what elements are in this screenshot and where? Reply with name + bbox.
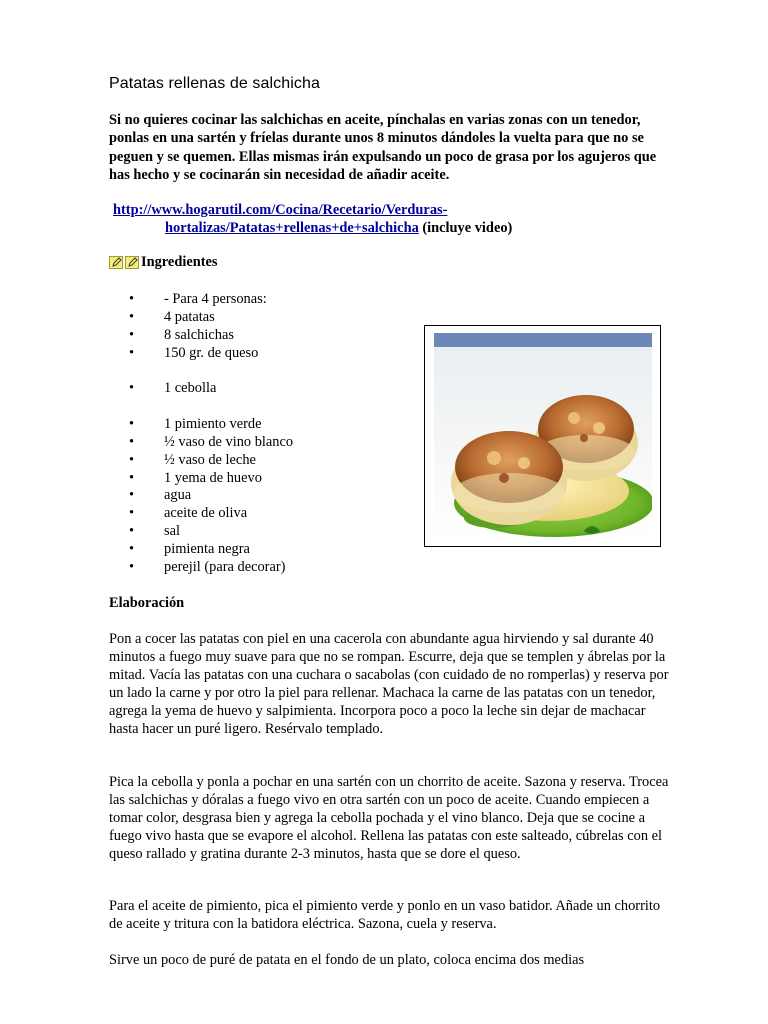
preparation-paragraph: Pica la cebolla y ponla a pochar en una sartén con un chorrito de aceite. Sazona y reserva. Trocea las salchichas y dóralas a fuego vivo en otra sartén con un poco de aceite. Cuando empiecen a tomar color, desgrasa bien y agrega la cebolla pochada y el vino blanco. Deja que se cocine a fuego vivo hasta que se evapore el alcohol. Rellena las patatas con este salteado, cúbrelas con el queso rallado y gratina durante 2-3 minutos, hasta que se dore el queso.	[109, 774, 669, 862]
recipe-photo	[424, 325, 661, 547]
link-suffix: (incluye video)	[418, 220, 513, 237]
intro-paragraph: Si no quieres cocinar las salchichas en aceite, pínchalas en varias zonas con un tenedor, ponlas en una sartén y fríelas durante unos 8 minutos dándoles la vuelta para que no se peguen y se quemen. Ellas mismas irán expulsando un poco de grasa por los agujeros que has hecho y se cocinarán sin necesidad de añadir aceite.	[109, 112, 657, 184]
source-link-block	[113, 201, 673, 238]
preparation-paragraph: Sirve un poco de puré de patata en el fondo de un plato, coloca encima dos medias	[109, 952, 585, 968]
source-link-line2[interactable]: hortalizas/Patatas+rellenas+de+salchicha	[165, 220, 419, 237]
preparation-heading: Elaboración	[109, 595, 185, 611]
ingredients-heading-row	[109, 254, 218, 271]
source-link-line1[interactable]: http://www.hogarutil.com/Cocina/Recetario/Verduras-	[113, 202, 448, 218]
recipe-title: Patatas rellenas de salchicha	[109, 75, 321, 92]
pencil-bullet-icon	[125, 256, 139, 269]
document-page: Patatas rellenas de salchicha Si no quieres cocinar las salchichas en aceite, pínchalas en varias zonas con un tenedor, ponlas en una sartén y fríelas durante unos 8 minutos dándoles la vuelta para que no se peguen y se quemen. Ellas mismas irán expulsando un poco de grasa por los agujeros que has hecho y se cocinarán sin necesidad de añadir aceite. http://www.hogarutil.com/Cocina/Recetario/Verduras- hortalizas/Patatas+rellenas+de+salchicha (incluye video) Ingredientes • - Para 4 personas: • 4 patatas • 8 salchichas • 150 gr. de queso • 1 cebolla • 1 pimiento verde • ½ vaso de vino blanco • ½ vaso de leche • 1 yema de huevo • agua • aceite de oliva • sal • pimienta negra • perejil (para decorar) Elaboración Pon a cocer las patatas con piel en una cacerola con abundante agua hirviendo y sal durante 40 minutos a fuego muy suave para que no se rompan. Escurre, deja que se templen y ábrelas por la mitad. Vacía las patatas con una cuchara o sacabolas (con cuidado de no romperlas) y reserva por un lado la carne y por otro la piel para rellenar. Machaca la carne de las patatas con un tenedor, agrega la yema de huevo y salpimienta. Incorpora poco a poco la leche sin dejar de machacar hasta hacer un puré ligero. Resérvalo templado. Pica la cebolla y ponla a pochar en una sartén con un chorrito de aceite. Sazona y reserva. Trocea las salchichas y dóralas a fuego vivo en otra sartén con un poco de aceite. Cuando empiecen a tomar color, desgrasa bien y agrega la cebolla pochada y el vino blanco. Deja que se cocine a fuego vivo hasta que se evapore el alcohol. Rellena las patatas con este salteado, cúbrelas con el queso rallado y gratina durante 2-3 minutos, hasta que se dore el queso. Para el aceite de pimiento, pica el pimiento verde y ponlo en un vaso batidor. Añade un chorrito de aceite y tritura con la batidora eléctrica. Sazona, cuela y reserva. Sirve un poco de puré de patata en el fondo de un plato, coloca encima dos medias	[0, 0, 768, 1024]
ingredients-heading: Ingredientes	[141, 254, 218, 270]
preparation-paragraph: Para el aceite de pimiento, pica el pimiento verde y ponlo en un vaso batidor. Añade un chorrito de aceite y tritura con la batidora eléctrica. Sazona, cuela y reserva.	[109, 898, 661, 932]
pencil-bullet-icon	[109, 256, 123, 269]
preparation-paragraph: Pon a cocer las patatas con piel en una cacerola con abundante agua hirviendo y sal durante 40 minutos a fuego muy suave para que no se rompan. Escurre, deja que se templen y ábrelas por la mitad. Vacía las patatas con una cuchara o sacabolas (con cuidado de no romperlas) y reserva por un lado la carne y por otro la piel para rellenar. Machaca la carne de las patatas con un tenedor, agrega la yema de huevo y salpimienta. Incorpora poco a poco la leche sin dejar de machacar hasta hacer un puré ligero. Resérvalo templado.	[109, 631, 669, 737]
stuffed-potatoes-image	[434, 333, 652, 539]
